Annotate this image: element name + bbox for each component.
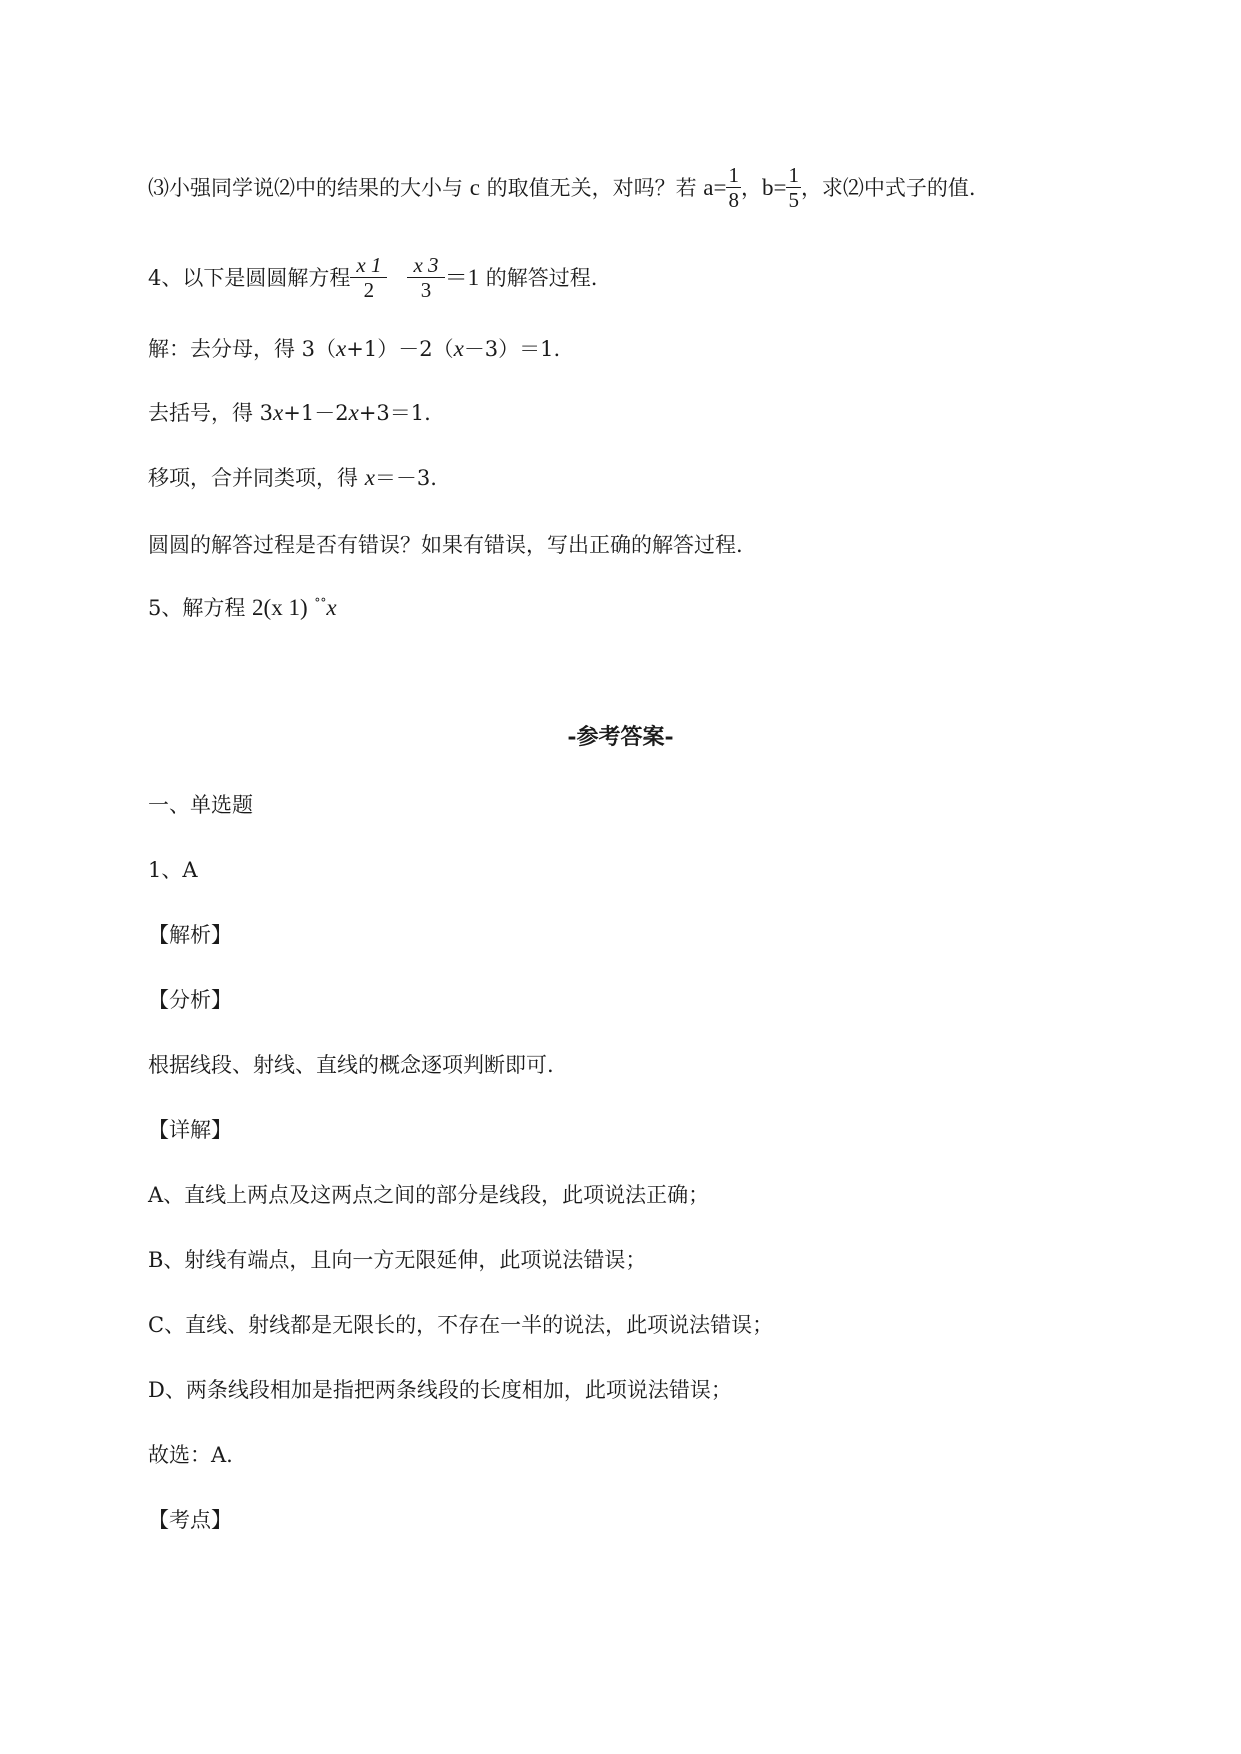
step-2-x1: x bbox=[273, 400, 284, 425]
q4-step-3 bbox=[148, 463, 437, 493]
q3-suffix: ，求⑵中式子的值. bbox=[800, 176, 976, 200]
step-2-text-c: +3＝1. bbox=[358, 401, 431, 425]
section-title: 一、单选题 bbox=[148, 793, 253, 817]
fraction-a-numerator: 1 bbox=[728, 163, 739, 187]
fraction-b bbox=[786, 163, 801, 212]
q4-equals: ＝1 bbox=[444, 265, 480, 290]
q5-tail: x bbox=[326, 595, 337, 620]
step-1-text-b: +1）－2（ bbox=[346, 337, 454, 361]
xiangjie-label: 【详解】 bbox=[148, 1118, 232, 1142]
answer-1: 1、A bbox=[148, 858, 198, 882]
question-5 bbox=[148, 593, 337, 626]
fraction-2-denominator: 3 bbox=[420, 278, 432, 302]
step-1-x1: x bbox=[336, 336, 347, 361]
option-c: C、直线、射线都是无限长的，不存在一半的说法，此项说法错误； bbox=[148, 1313, 774, 1337]
fraction-1-numerator: x 1 bbox=[350, 253, 387, 278]
q3-prefix: ⑶小强同学说⑵中的结果的大小与 bbox=[148, 176, 470, 200]
step-3-text-a: 移项，合并同类项，得 bbox=[148, 466, 365, 490]
question-3-part-3 bbox=[148, 165, 976, 214]
q4-question: 圆圆的解答过程是否有错误？如果有错误，写出正确的解答过程. bbox=[148, 533, 743, 557]
step-3-x: x bbox=[364, 465, 375, 490]
option-b: B、射线有端点，且向一方无限延伸，此项说法错误； bbox=[148, 1248, 647, 1272]
fenxi-text: 根据线段、射线、直线的概念逐项判断即可. bbox=[148, 1053, 554, 1077]
q4-prefix: 4、以下是圆圆解方程 bbox=[148, 266, 351, 290]
fraction-a bbox=[726, 163, 741, 212]
choice: 故选：A. bbox=[148, 1443, 233, 1467]
option-a: A、直线上两点及这两点之间的部分是线段，此项说法正确； bbox=[148, 1183, 710, 1207]
step-1-text-c: －3）＝1. bbox=[463, 337, 561, 361]
fenxi-label: 【分析】 bbox=[148, 988, 232, 1012]
kaodian-label: 【考点】 bbox=[148, 1508, 232, 1532]
b-label: b= bbox=[761, 175, 787, 200]
option-d: D、两条线段相加是指把两条线段的长度相加，此项说法错误； bbox=[148, 1378, 732, 1402]
step-2-text-b: +1－2 bbox=[283, 401, 349, 425]
fraction-a-denominator: 8 bbox=[728, 188, 739, 212]
fraction-b-numerator: 1 bbox=[788, 163, 799, 187]
fraction-2 bbox=[407, 253, 444, 302]
q3-separator: ， bbox=[740, 176, 762, 200]
fraction-1 bbox=[350, 253, 387, 302]
q5-prefix: 5、解方程 bbox=[148, 596, 253, 620]
variable-c: c bbox=[469, 175, 480, 200]
q3-mid: 的取值无关，对吗？若 bbox=[479, 176, 704, 200]
fraction-2-numerator: x 3 bbox=[407, 253, 444, 278]
a-label: a= bbox=[703, 175, 727, 200]
q4-step-2 bbox=[148, 398, 431, 428]
step-1-text-a: 解：去分母，得 3（ bbox=[148, 337, 337, 361]
jiexi-label: 【解析】 bbox=[148, 923, 232, 947]
step-3-text-b: ＝－3. bbox=[374, 466, 437, 490]
q5-expression: 2(x 1) bbox=[252, 595, 308, 620]
q4-suffix: 的解答过程. bbox=[479, 266, 598, 290]
fraction-b-denominator: 5 bbox=[788, 188, 799, 212]
step-1-x2: x bbox=[453, 336, 464, 361]
question-4 bbox=[148, 255, 597, 304]
fraction-1-denominator: 2 bbox=[363, 278, 375, 302]
answer-heading: -参考答案- bbox=[567, 724, 674, 750]
equation-mark-icon: °° bbox=[314, 596, 327, 610]
q4-step-1 bbox=[148, 334, 560, 364]
step-2-text-a: 去括号，得 3 bbox=[148, 401, 274, 425]
step-2-x2: x bbox=[348, 400, 359, 425]
